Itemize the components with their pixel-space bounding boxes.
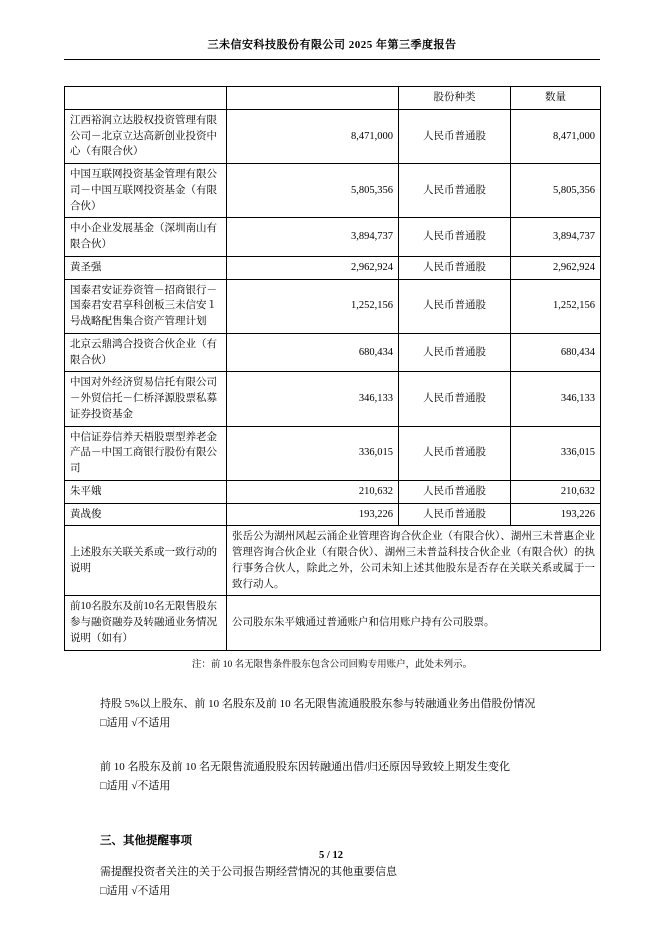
document-header-title: 三未信安科技股份有限公司 2025 年第三季度报告 xyxy=(64,36,600,60)
shares-held-cell: 1,252,156 xyxy=(227,279,399,333)
shares-held-cell: 210,632 xyxy=(227,480,399,503)
table-row xyxy=(65,109,601,163)
share-type-cell: 人民币普通股 xyxy=(399,480,511,503)
share-type-cell: 人民币普通股 xyxy=(399,218,511,257)
share-qty-cell: 1,252,156 xyxy=(511,279,601,333)
lending-business-text: 持股 5%以上股东、前 10 名股东及前 10 名无限售流通股股东参与转融通业务出借股份情况 xyxy=(100,697,536,710)
share-qty-cell: 680,434 xyxy=(511,333,601,372)
refinancing-change-paragraph xyxy=(100,759,570,796)
other-reminders-text: 需提醒投资者关注的关于公司报告期经营情况的其他重要信息 xyxy=(100,865,397,878)
table-row xyxy=(65,333,601,372)
empty-header-cell xyxy=(227,87,399,110)
table-row xyxy=(65,503,601,526)
applicable-selector: □适用 √不适用 xyxy=(100,717,171,730)
margin-trading-content: 公司股东朱平娥通过普通账户和信用账户持有公司股票。 xyxy=(227,596,601,650)
share-qty-cell: 2,962,924 xyxy=(511,256,601,279)
shareholder-name-cell: 中国互联网投资基金管理有限公司－中国互联网投资基金（有限合伙） xyxy=(65,164,227,218)
table-row xyxy=(65,279,601,333)
shareholder-name-cell: 中信证券信养天梧股票型养老金产品－中国工商银行股份有限公司 xyxy=(65,426,227,480)
share-qty-cell: 210,632 xyxy=(511,480,601,503)
table-row xyxy=(65,426,601,480)
shareholders-table xyxy=(64,86,601,651)
page-number: 5 / 12 xyxy=(319,850,343,861)
shareholder-name-cell: 中小企业发展基金（深圳南山有限合伙） xyxy=(65,218,227,257)
share-type-cell: 人民币普通股 xyxy=(399,256,511,279)
share-qty-cell: 336,015 xyxy=(511,426,601,480)
shares-held-cell: 8,471,000 xyxy=(227,109,399,163)
empty-header-cell xyxy=(65,87,227,110)
share-qty-cell: 3,894,737 xyxy=(511,218,601,257)
shares-held-cell: 2,962,924 xyxy=(227,256,399,279)
table-row xyxy=(65,480,601,503)
shares-held-cell: 3,894,737 xyxy=(227,218,399,257)
shares-held-cell: 193,226 xyxy=(227,503,399,526)
shares-held-cell: 336,015 xyxy=(227,426,399,480)
share-type-cell: 人民币普通股 xyxy=(399,503,511,526)
refinancing-change-text: 前 10 名股东及前 10 名无限售流通股股东因转融通出借/归还原因导致较上期发生变化 xyxy=(100,760,511,773)
share-type-cell: 人民币普通股 xyxy=(399,279,511,333)
share-qty-cell: 5,805,356 xyxy=(511,164,601,218)
shareholder-name-cell: 中国对外经济贸易信托有限公司－外贸信托－仁桥泽源股票私募证券投资基金 xyxy=(65,372,227,426)
section-heading-other-reminders: 三、其他提醒事项 xyxy=(100,834,192,847)
relation-explanation-label: 上述股东关联关系或一致行动的说明 xyxy=(65,526,227,596)
share-type-cell: 人民币普通股 xyxy=(399,426,511,480)
table-header-row xyxy=(65,87,601,110)
share-qty-cell: 193,226 xyxy=(511,503,601,526)
shareholder-name-cell: 朱平娥 xyxy=(65,480,227,503)
lending-business-paragraph xyxy=(100,696,570,733)
shares-held-cell: 346,133 xyxy=(227,372,399,426)
table-row xyxy=(65,256,601,279)
applicable-selector: □适用 √不适用 xyxy=(100,780,171,793)
shares-held-cell: 5,805,356 xyxy=(227,164,399,218)
other-reminders-paragraph xyxy=(100,864,600,901)
column-header-share-type: 股份种类 xyxy=(399,87,511,110)
share-qty-cell: 8,471,000 xyxy=(511,109,601,163)
table-row xyxy=(65,164,601,218)
margin-trading-label: 前10名股东及前10名无限售股东参与融资融券及转融通业务情况说明（如有） xyxy=(65,596,227,650)
table-footnote: 注：前 10 名无限售条件股东包含公司回购专用账户，此处未列示。 xyxy=(191,659,473,670)
share-qty-cell: 346,133 xyxy=(511,372,601,426)
share-type-cell: 人民币普通股 xyxy=(399,109,511,163)
table-row xyxy=(65,218,601,257)
shareholder-name-cell: 江西裕润立达股权投资管理有限公司－北京立达高新创业投资中心（有限合伙） xyxy=(65,109,227,163)
relation-explanation-row xyxy=(65,526,601,596)
shareholder-name-cell: 北京云鼎鸿合投资合伙企业（有限合伙） xyxy=(65,333,227,372)
relation-explanation-content: 张岳公为湖州风起云涌企业管理咨询合伙企业（有限合伙）、湖州三未普惠企业管理咨询合伙企业（有限合伙）、湖州三未普益科技合伙企业（有限合伙）的执行事务合伙人，除此之外，公司未知上述其他股东是否存在关联关系或属于一致行动人。 xyxy=(227,526,601,596)
shareholder-name-cell: 黄战俊 xyxy=(65,503,227,526)
shareholder-name-cell: 国泰君安证券资管－招商银行－国泰君安君享科创板三未信安１号战略配售集合资产管理计划 xyxy=(65,279,227,333)
applicable-selector: □适用 √不适用 xyxy=(100,885,171,898)
share-type-cell: 人民币普通股 xyxy=(399,164,511,218)
shareholder-name-cell: 黄圣强 xyxy=(65,256,227,279)
share-type-cell: 人民币普通股 xyxy=(399,372,511,426)
shares-held-cell: 680,434 xyxy=(227,333,399,372)
margin-trading-row xyxy=(65,596,601,650)
table-row xyxy=(65,372,601,426)
share-type-cell: 人民币普通股 xyxy=(399,333,511,372)
column-header-quantity: 数量 xyxy=(511,87,601,110)
